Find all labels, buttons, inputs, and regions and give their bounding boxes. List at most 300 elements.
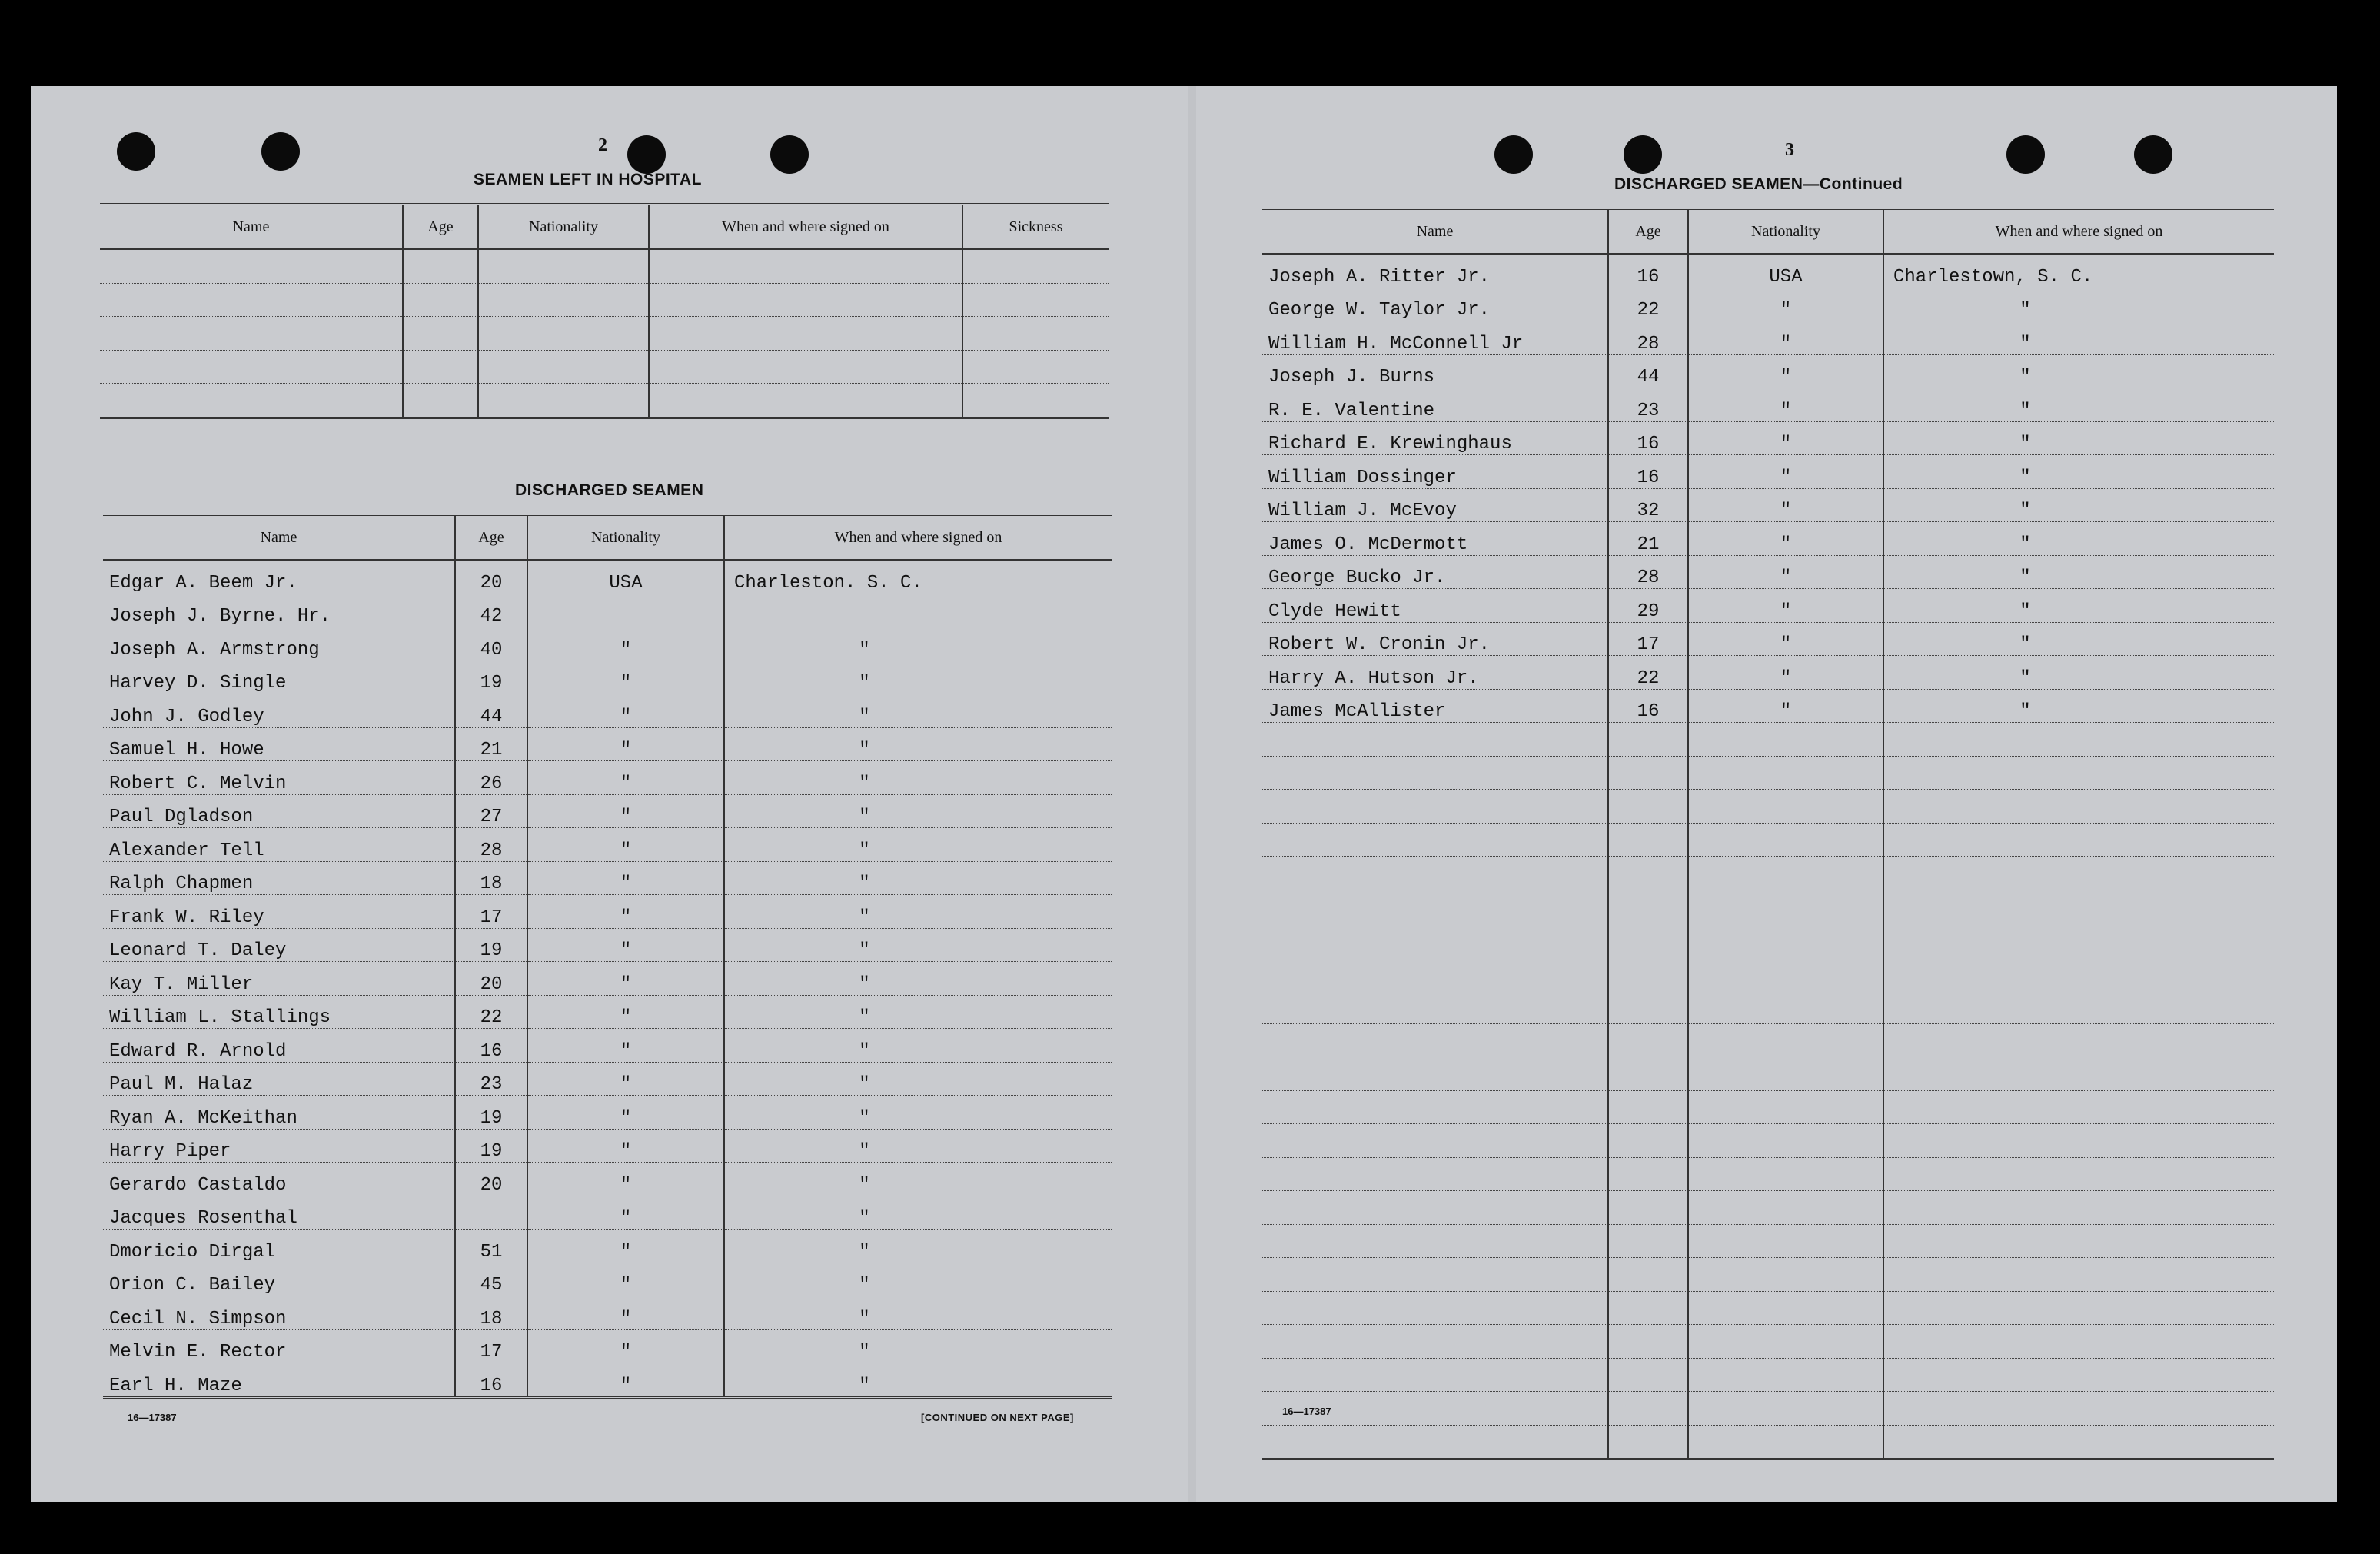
cell-name [1262,1124,1608,1158]
header-name: Name [103,515,455,561]
cell-name: George W. Taylor Jr. [1262,288,1608,321]
cell-name: Harry A. Hutson Jr. [1262,656,1608,690]
cell-name: Richard E. Krewinghaus [1262,421,1608,455]
cell-age: 21 [455,727,527,761]
cell-age: 18 [455,1296,527,1330]
cell-name: Joseph A. Ritter Jr. [1262,254,1608,288]
cell-name [1262,1258,1608,1292]
header-age: Age [1608,209,1688,255]
cell-age: 28 [1608,555,1688,589]
table-row [100,283,1109,317]
cell-name: Harvey D. Single [103,661,455,694]
document-sheet [31,86,2337,1502]
cell-signed-on: " [724,1329,1112,1363]
cell-nationality: " [1688,522,1883,556]
cell-age [1608,990,1688,1024]
header-nationality: Nationality [1688,209,1883,255]
hospital-section-title: SEAMEN LEFT IN HOSPITAL [474,171,702,188]
table-row [103,761,1112,795]
table-row [1262,1157,2274,1191]
cell-age: 16 [1608,455,1688,489]
cell-nationality: " [1688,388,1883,422]
cell-age [1608,857,1688,890]
cell-nationality: " [527,727,724,761]
cell-age: 20 [455,1163,527,1196]
cell-signed-on [1883,1224,2274,1258]
cell-age: 44 [1608,354,1688,388]
cell-signed-on [1883,1023,2274,1057]
cell-signed-on: " [724,794,1112,828]
table-row [1262,288,2274,321]
table-row [1262,1057,2274,1091]
table-row [1262,857,2274,890]
table-row [103,861,1112,895]
cell-age: 26 [455,761,527,795]
table-row [1262,1358,2274,1392]
cell-age [1608,1191,1688,1225]
cell-nationality: " [527,661,724,694]
cell-age [1608,823,1688,857]
table-row [1262,254,2274,288]
cell-age: 20 [455,962,527,996]
cell-name: Samuel H. Howe [103,727,455,761]
cell-name: Joseph J. Byrne. Hr. [103,594,455,627]
cell-age: 28 [1608,321,1688,355]
cell-nationality: " [1688,689,1883,723]
cell-signed-on: " [724,1062,1112,1096]
table-row [103,1263,1112,1296]
table-row [1262,990,2274,1024]
cell-age: 17 [455,1329,527,1363]
cell-name [1262,923,1608,957]
cell-nationality: " [527,828,724,862]
table-row [103,928,1112,962]
cell-age: 51 [455,1230,527,1263]
cell-name: John J. Godley [103,694,455,728]
cell-age: 27 [455,794,527,828]
cell-signed-on [1883,1325,2274,1359]
cell-age: 32 [1608,488,1688,522]
cell-name: Paul Dgladson [103,794,455,828]
cell-signed-on: " [724,1363,1112,1398]
continued-note: [CONTINUED ON NEXT PAGE] [921,1412,1074,1423]
table-row [1262,656,2274,690]
cell-signed-on: " [724,1129,1112,1163]
cell-nationality [1688,990,1883,1024]
cell-signed-on: " [724,995,1112,1029]
cell-name: William Dossinger [1262,455,1608,489]
cell-age [1608,1090,1688,1124]
cell-signed-on [1883,756,2274,790]
right-page [1196,86,2337,1502]
cell-signed-on [1883,1057,2274,1091]
cell-name: William L. Stallings [103,995,455,1029]
cell-name [1262,990,1608,1024]
cell-name [1262,1057,1608,1091]
table-row [103,694,1112,728]
cell-age [1608,890,1688,923]
cell-signed-on [1883,1157,2274,1191]
cell-name: Leonard T. Daley [103,928,455,962]
table-row [1262,589,2274,623]
cell-signed-on: " [724,1163,1112,1196]
table-row [103,1296,1112,1330]
cell-signed-on: " [1883,488,2274,522]
cell-name [1262,1425,1608,1459]
cell-signed-on [1883,890,2274,923]
cell-nationality: " [1688,589,1883,623]
table-row [103,594,1112,627]
cell-nationality: " [527,761,724,795]
cell-nationality [1688,1358,1883,1392]
cell-signed-on [1883,1191,2274,1225]
form-code: 16—17387 [1282,1406,1331,1417]
header-name: Name [100,205,403,250]
cell-age: 18 [455,861,527,895]
cell-nationality [1688,1258,1883,1292]
cell-signed-on [1883,1090,2274,1124]
left-page [31,86,1184,1502]
cell-age: 16 [455,1029,527,1063]
cell-age: 22 [1608,656,1688,690]
cell-age: 28 [455,828,527,862]
table-row [1262,1425,2274,1459]
cell-age: 22 [455,995,527,1029]
table-row [1262,1224,2274,1258]
cell-signed-on: " [724,1196,1112,1230]
table-row [1262,455,2274,489]
cell-nationality [1688,756,1883,790]
cell-name: Robert C. Melvin [103,761,455,795]
cell-name: Orion C. Bailey [103,1263,455,1296]
table-row [103,995,1112,1029]
cell-nationality [1688,957,1883,990]
cell-nationality: " [1688,455,1883,489]
cell-age: 19 [455,928,527,962]
cell-nationality: " [527,1230,724,1263]
cell-age: 29 [1608,589,1688,623]
cell-nationality: " [527,694,724,728]
cell-age [1608,957,1688,990]
table-row [103,1163,1112,1196]
cell-age: 21 [1608,522,1688,556]
table-row [1262,488,2274,522]
table-row [1262,522,2274,556]
cell-name: Cecil N. Simpson [103,1296,455,1330]
cell-signed-on: " [1883,689,2274,723]
cell-age [1608,1358,1688,1392]
cell-age: 22 [1608,288,1688,321]
cell-name: Kay T. Miller [103,962,455,996]
cell-age [1608,723,1688,757]
cell-nationality: " [1688,656,1883,690]
cell-age: 44 [455,694,527,728]
cell-name: Alexander Tell [103,828,455,862]
cell-nationality: " [1688,555,1883,589]
cell-age [1608,1124,1688,1158]
cell-nationality [1688,723,1883,757]
cell-nationality [1688,823,1883,857]
cell-signed-on: " [724,1263,1112,1296]
cell-nationality: " [527,962,724,996]
cell-name [1262,1090,1608,1124]
table-row [103,1196,1112,1230]
cell-nationality [1688,1023,1883,1057]
cell-age [455,1196,527,1230]
discharged-continued-table [1262,208,2274,1460]
cell-name: Jacques Rosenthal [103,1196,455,1230]
table-row [103,661,1112,694]
cell-name [1262,823,1608,857]
cell-name: Joseph A. Armstrong [103,627,455,661]
cell-nationality [1688,1291,1883,1325]
cell-nationality: " [527,627,724,661]
cell-name [1262,756,1608,790]
cell-age: 16 [1608,421,1688,455]
cell-age [1608,1224,1688,1258]
page-fold [1188,86,1196,1502]
cell-nationality [1688,857,1883,890]
header-age: Age [403,205,478,250]
cell-age [1608,756,1688,790]
cell-name: James O. McDermott [1262,522,1608,556]
cell-age [1608,1425,1688,1459]
cell-signed-on: " [724,828,1112,862]
table-row [103,1230,1112,1263]
cell-signed-on [1883,723,2274,757]
header-signed-on: When and where signed on [724,515,1112,561]
cell-signed-on: " [724,694,1112,728]
table-row [1262,1325,2274,1359]
table-row [1262,1392,2274,1426]
cell-nationality [1688,890,1883,923]
cell-name [1262,1191,1608,1225]
cell-name: Ralph Chapmen [103,861,455,895]
section-title-main: DISCHARGED SEAMEN [1614,175,1803,193]
cell-nationality: " [527,1296,724,1330]
cell-age [1608,1392,1688,1426]
cell-nationality: " [527,1129,724,1163]
cell-nationality: " [527,1029,724,1063]
cell-age [1608,1057,1688,1091]
cell-age: 23 [1608,388,1688,422]
header-nationality: Nationality [527,515,724,561]
cell-age: 17 [455,895,527,929]
cell-age: 19 [455,661,527,694]
cell-age [1608,1291,1688,1325]
cell-name: Gerardo Castaldo [103,1163,455,1196]
cell-nationality: " [527,995,724,1029]
cell-signed-on [1883,857,2274,890]
cell-signed-on [1883,1392,2274,1426]
cell-age [1608,790,1688,824]
cell-nationality [1688,1224,1883,1258]
cell-nationality: " [527,1196,724,1230]
cell-nationality: " [527,895,724,929]
header-signed-on: When and where signed on [1883,209,2274,255]
cell-name [1262,1291,1608,1325]
header-nationality: Nationality [478,205,649,250]
cell-name: William H. McConnell Jr [1262,321,1608,355]
cell-name [1262,790,1608,824]
cell-signed-on: " [1883,354,2274,388]
cell-name: Dmoricio Dirgal [103,1230,455,1263]
table-row [1262,890,2274,923]
table-row [103,1129,1112,1163]
cell-name: George Bucko Jr. [1262,555,1608,589]
cell-nationality [1688,1157,1883,1191]
cell-nationality: " [527,1363,724,1398]
cell-name [1262,1325,1608,1359]
cell-name: Melvin E. Rector [103,1329,455,1363]
table-row [1262,1291,2274,1325]
cell-nationality: " [1688,488,1883,522]
cell-signed-on: " [724,1029,1112,1063]
cell-age: 16 [455,1363,527,1398]
cell-name: James McAllister [1262,689,1608,723]
cell-signed-on: " [724,1096,1112,1130]
table-row [103,1062,1112,1096]
cell-age [1608,1157,1688,1191]
cell-signed-on [1883,823,2274,857]
cell-nationality: USA [1688,254,1883,288]
cell-signed-on [724,594,1112,627]
cell-signed-on: " [1883,288,2274,321]
cell-name: Frank W. Riley [103,895,455,929]
page-number: 3 [1785,140,1794,160]
table-row [1262,421,2274,455]
table-row [103,1096,1112,1130]
section-title-suffix: —Continued [1803,175,1903,193]
cell-age: 16 [1608,689,1688,723]
table-row [100,249,1109,283]
cell-age: 23 [455,1062,527,1096]
form-code: 16—17387 [128,1412,177,1423]
cell-nationality: " [527,1329,724,1363]
cell-age: 42 [455,594,527,627]
cell-age: 20 [455,560,527,594]
cell-nationality: " [527,1062,724,1096]
hospital-table [100,203,1109,419]
cell-signed-on: " [724,627,1112,661]
table-row [1262,321,2274,355]
cell-name [1262,857,1608,890]
cell-signed-on [1883,790,2274,824]
table-row [1262,555,2274,589]
cell-nationality [1688,1425,1883,1459]
cell-signed-on [1883,1425,2274,1459]
cell-name [1262,957,1608,990]
cell-nationality [1688,1057,1883,1091]
table-row [103,1029,1112,1063]
cell-nationality [527,594,724,627]
table-row [1262,957,2274,990]
cell-signed-on: " [724,861,1112,895]
cell-signed-on: " [724,1230,1112,1263]
table-row [100,317,1109,351]
cell-signed-on: " [1883,388,2274,422]
table-row [103,560,1112,594]
cell-age [1608,1023,1688,1057]
cell-signed-on: " [724,1296,1112,1330]
cell-name: William J. McEvoy [1262,488,1608,522]
table-row [1262,756,2274,790]
cell-signed-on [1883,923,2274,957]
cell-age: 45 [455,1263,527,1296]
cell-signed-on [1883,1258,2274,1292]
table-row [1262,823,2274,857]
cell-signed-on: " [724,761,1112,795]
discharged-section-title: DISCHARGED SEAMEN [515,481,704,499]
cell-name [1262,1023,1608,1057]
table-row [103,962,1112,996]
cell-age [1608,923,1688,957]
cell-nationality: " [1688,321,1883,355]
cell-name: R. E. Valentine [1262,388,1608,422]
continued-section-title [1614,175,1903,194]
cell-nationality: " [527,1263,724,1296]
cell-nationality: " [527,1163,724,1196]
cell-nationality: " [1688,622,1883,656]
cell-signed-on [1883,990,2274,1024]
cell-age: 40 [455,627,527,661]
cell-signed-on: " [1883,589,2274,623]
cell-signed-on [1883,1124,2274,1158]
cell-name: Edward R. Arnold [103,1029,455,1063]
cell-signed-on: " [1883,656,2274,690]
cell-name [1262,1224,1608,1258]
cell-signed-on: " [724,727,1112,761]
table-row [103,627,1112,661]
cell-name [1262,1358,1608,1392]
table-row [103,794,1112,828]
table-row [103,1363,1112,1398]
table-row [1262,388,2274,422]
header-age: Age [455,515,527,561]
cell-nationality: " [527,861,724,895]
cell-signed-on: Charlestown, S. C. [1883,254,2274,288]
table-row [1262,689,2274,723]
cell-nationality [1688,1124,1883,1158]
cell-signed-on: " [1883,455,2274,489]
cell-signed-on [1883,1291,2274,1325]
cell-name: Earl H. Maze [103,1363,455,1398]
table-row [103,1329,1112,1363]
cell-name [1262,890,1608,923]
header-name: Name [1262,209,1608,255]
cell-nationality: " [1688,421,1883,455]
cell-age: 17 [1608,622,1688,656]
cell-signed-on: " [1883,421,2274,455]
cell-nationality [1688,1392,1883,1426]
discharged-table [103,514,1112,1399]
cell-age: 19 [455,1096,527,1130]
table-row [103,727,1112,761]
cell-nationality: " [527,1096,724,1130]
cell-name: Harry Piper [103,1129,455,1163]
header-signed-on: When and where signed on [649,205,962,250]
cell-nationality: " [1688,354,1883,388]
table-row [1262,1124,2274,1158]
cell-nationality [1688,790,1883,824]
cell-name: Clyde Hewitt [1262,589,1608,623]
cell-nationality [1688,1090,1883,1124]
table-row [1262,1023,2274,1057]
cell-name: Paul M. Halaz [103,1062,455,1096]
page-number: 2 [598,135,607,155]
table-row [100,350,1109,384]
cell-age: 16 [1608,254,1688,288]
